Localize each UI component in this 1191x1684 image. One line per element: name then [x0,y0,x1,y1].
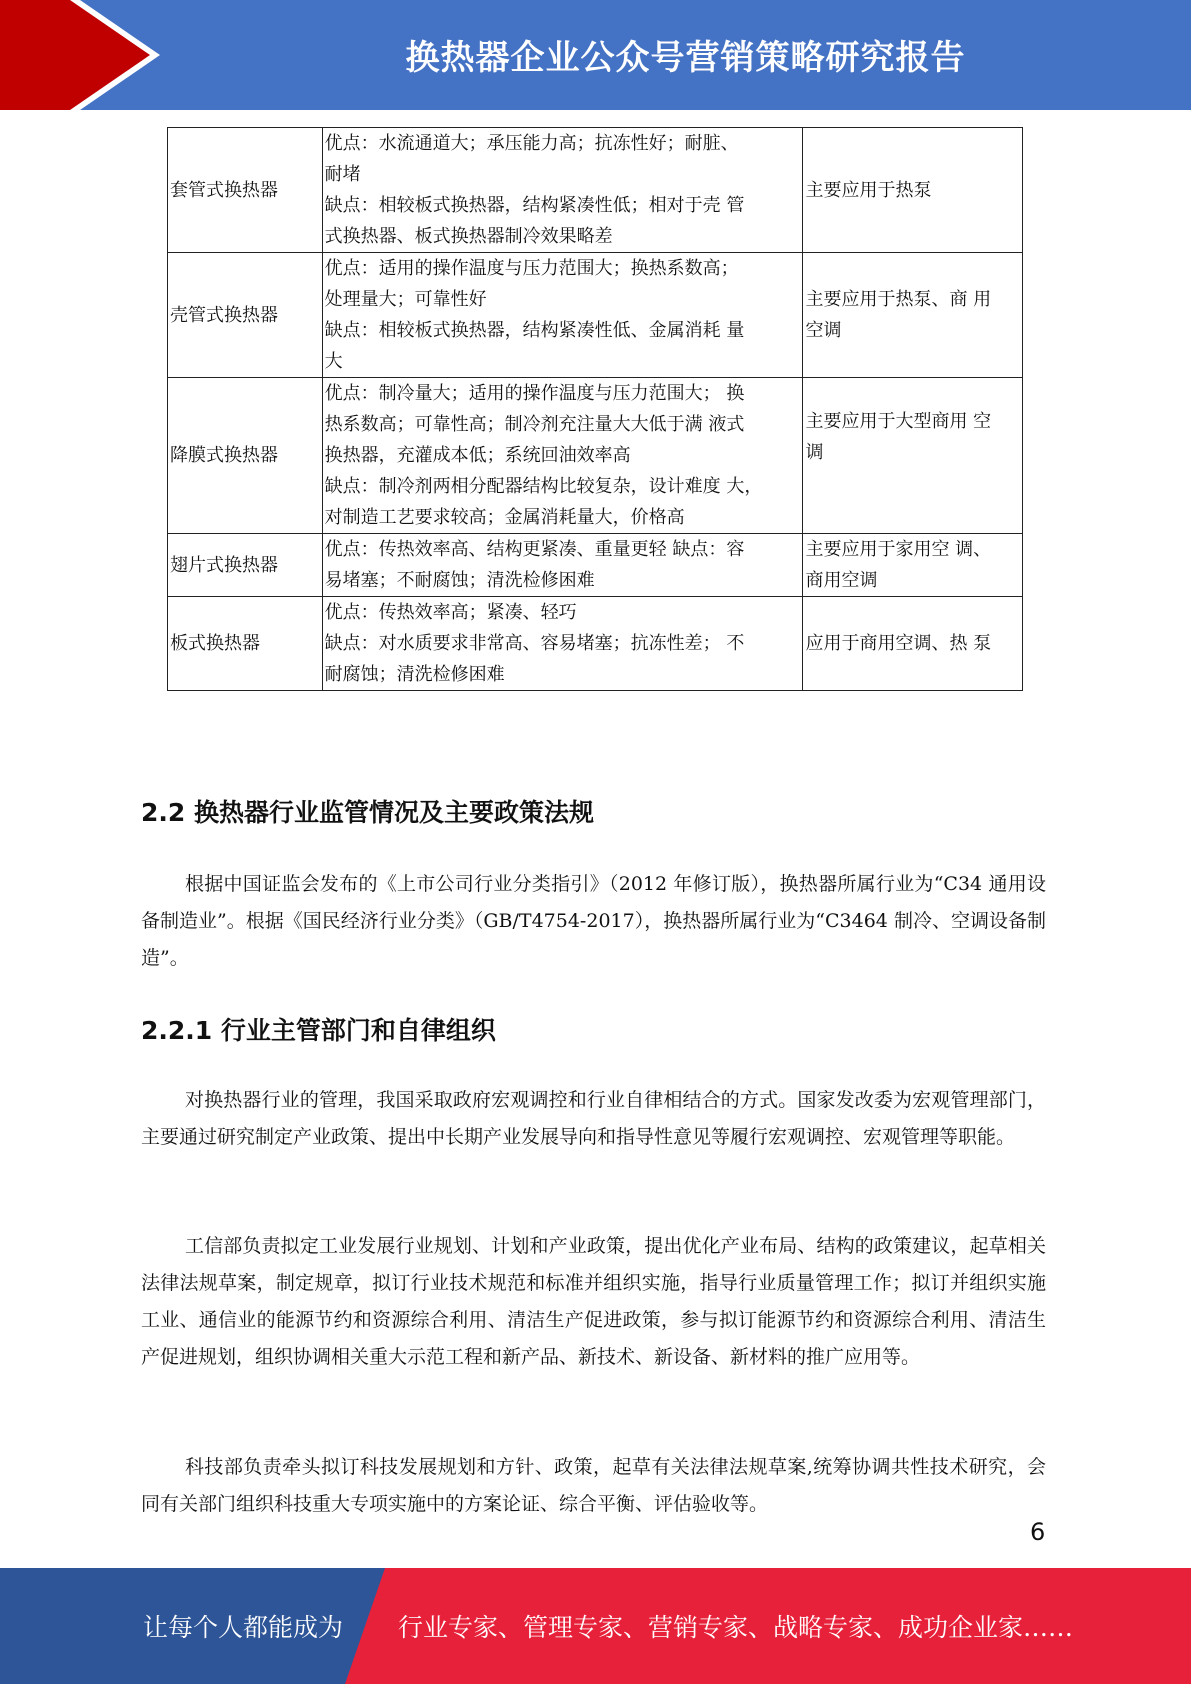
cell-line: 热系数高；可靠性高；制冷剂充注量大大低于满 液式 [324,414,745,435]
table-cell-type: 翅片式换热器 [168,534,323,597]
section-heading-2-2-1: 2.2.1 行业主管部门和自律组织 [141,1016,496,1045]
table-row [168,534,1023,597]
header-chevron-red [0,0,150,110]
section-2-2-paragraph: 根据中国证监会发布的《上市公司行业分类指引》（2012 年修订版），换热器所属行业为“C34 通用设备制造业”。根据《国民经济行业分类》（GB/T4754-2017），换热器所属行业为“C3464 制冷、空调设备制造”。 [141,873,1046,969]
page-number: 6 [1030,1518,1046,1546]
table-cell-description [322,253,803,378]
table-cell-application [803,253,1023,378]
cell-line: 优点：传热效率高、结构更紧凑、重量更轻 缺点：容 [324,539,745,560]
section-heading-2-2: 2.2 换热器行业监管情况及主要政策法规 [141,798,594,827]
cell-line: 主要应用于大型商用 空 [805,411,992,432]
cell-line: 优点：传热效率高；紧凑、轻巧 [324,602,577,623]
cell-line: 对制造工艺要求较高；金属消耗量大，价格高 [324,507,685,528]
cell-line: 式换热器、板式换热器制冷效果略差 [324,226,613,247]
section-2-2-1-paragraph-3: 科技部负责牵头拟订科技发展规划和方针、政策，起草有关法律法规草案,统筹协调共性技术研究，会同有关部门组织科技重大专项实施中的方案论证、综合平衡、评估验收等。 [141,1456,1046,1515]
table-cell-description [322,378,803,534]
cell-line: 商用空调 [805,570,878,591]
table-cell-application [803,128,1023,253]
table-cell-description [322,597,803,691]
table-cell-application [803,534,1023,597]
cell-line: 耐腐蚀；清洗检修困难 [324,664,505,685]
table-cell-description [322,128,803,253]
footer-slogan-right: 行业专家、管理专家、营销专家、战略专家、成功企业家…… [398,1613,1074,1642]
cell-line: 主要应用于热泵、商 用 [805,289,992,310]
header-title: 换热器企业公众号营销策略研究报告 [405,38,966,78]
cell-line: 主要应用于热泵 [805,179,932,201]
table-cell-description [322,534,803,597]
table-row [168,253,1023,378]
cell-line: 缺点：相较板式换热器，结构紧凑性低；相对于壳 管 [324,195,745,216]
cell-line: 缺点：相较板式换热器，结构紧凑性低、金属消耗 量 [324,320,745,341]
cell-line: 缺点：对水质要求非常高、容易堵塞；抗冻性差； 不 [324,633,745,654]
table-cell-application [803,378,1023,534]
cell-line: 易堵塞；不耐腐蚀；清洗检修困难 [324,570,595,591]
table-row [168,128,1023,253]
cell-line: 调 [805,442,824,463]
cell-line: 缺点：制冷剂两相分配器结构比较复杂，设计难度 大， [324,476,763,497]
cell-line: 应用于商用空调、热 泵 [805,633,992,654]
page-header [0,0,1191,110]
table-row [168,597,1023,691]
cell-line: 优点：水流通道大；承压能力高；抗冻性好；耐脏、 [324,133,739,154]
table-cell-type: 套管式换热器 [168,128,323,253]
table-cell-type: 壳管式换热器 [168,253,323,378]
cell-line: 优点：适用的操作温度与压力范围大；换热系数高； [324,258,739,279]
cell-line: 换热器，充灌成本低；系统回油效率高 [324,445,631,466]
cell-line: 主要应用于家用空 调、 [805,539,992,560]
table-cell-application [803,597,1023,691]
page-footer [0,1568,1191,1684]
footer-slogan-left: 让每个人都能成为 [143,1613,344,1642]
cell-line: 空调 [805,320,842,341]
section-2-2-1-paragraph-2: 工信部负责拟定工业发展行业规划、计划和产业政策，提出优化产业布局、结构的政策建议，起草相关法律法规草案，制定规章，拟订行业技术规范和标准并组织实施，指导行业质量管理工作；拟订并组织实施工业、通信业的能源节约和资源综合利用、清洁生产促进政策，参与拟订能源节约和资源综合利用、清洁生产促进规划，组织协调相关重大示范工程和新产品、新技术、新设备、新材料的推广应用等。 [141,1235,1046,1368]
heat-exchanger-table [167,127,1023,691]
cell-line: 优点：制冷量大；适用的操作温度与压力范围大； 换 [324,383,745,404]
table-cell-type: 降膜式换热器 [168,378,323,534]
section-2-2-1-paragraph-1: 对换热器行业的管理，我国采取政府宏观调控和行业自律相结合的方式。国家发改委为宏观管理部门，主要通过研究制定产业政策、提出中长期产业发展导向和指导性意见等履行宏观调控、宏观管理等职能。 [141,1089,1046,1148]
cell-line: 耐堵 [324,164,361,185]
table-cell-type: 板式换热器 [168,597,323,691]
table-row [168,378,1023,534]
cell-line: 处理量大；可靠性好 [324,289,487,310]
cell-line: 大 [324,351,343,372]
